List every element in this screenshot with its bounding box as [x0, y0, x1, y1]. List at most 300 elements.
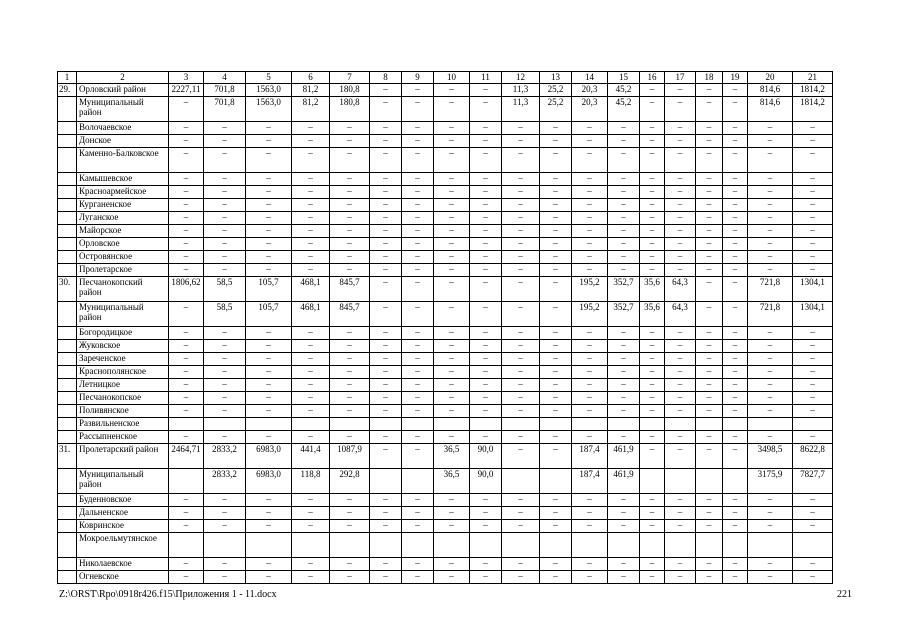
row-number [58, 225, 77, 238]
table-cell: – [402, 558, 434, 571]
table-cell: – [370, 225, 402, 238]
table-cell: – [608, 494, 640, 507]
table-cell: – [502, 186, 540, 199]
table-cell: 36,5 [434, 444, 470, 469]
table-cell: – [793, 340, 833, 353]
row-name: Мокроельмутянское [77, 533, 169, 558]
table-cell: – [723, 238, 748, 251]
table-cell: 25,2 [540, 84, 572, 97]
table-cell [502, 418, 540, 431]
table-cell: – [748, 558, 793, 571]
table-cell: – [292, 405, 330, 418]
row-number [58, 340, 77, 353]
table-cell: – [292, 571, 330, 584]
table-cell: – [540, 444, 572, 469]
table-cell: – [434, 392, 470, 405]
table-cell: – [434, 340, 470, 353]
table-cell: – [723, 251, 748, 264]
table-cell: – [470, 251, 502, 264]
table-cell: – [696, 405, 723, 418]
table-cell: – [470, 327, 502, 340]
table-cell: – [330, 392, 370, 405]
table-cell [204, 418, 246, 431]
table-cell: – [370, 494, 402, 507]
table-cell: – [665, 558, 696, 571]
table-row [58, 212, 833, 225]
table-cell: 2833,2 [204, 444, 246, 469]
table-cell: – [793, 405, 833, 418]
table-cell: – [502, 225, 540, 238]
table-cell: 11,3 [502, 97, 540, 122]
table-cell: 468,1 [292, 302, 330, 327]
table-cell: – [246, 379, 292, 392]
table-cell: – [169, 302, 204, 327]
table-cell: – [665, 520, 696, 533]
table-cell: – [793, 392, 833, 405]
table-cell: – [640, 148, 665, 173]
table-cell: – [696, 264, 723, 277]
table-row [58, 379, 833, 392]
table-cell: – [169, 379, 204, 392]
table-cell [665, 533, 696, 558]
table-cell: 845,7 [330, 302, 370, 327]
table-cell: – [204, 238, 246, 251]
table-cell: – [640, 520, 665, 533]
table-cell [370, 418, 402, 431]
table-cell: – [540, 186, 572, 199]
table-cell: – [748, 238, 793, 251]
table-cell: – [169, 135, 204, 148]
table-cell: – [246, 431, 292, 444]
table-cell: – [370, 353, 402, 366]
table-cell: – [696, 366, 723, 379]
table-cell: – [169, 392, 204, 405]
table-cell [723, 469, 748, 494]
table-cell: – [793, 264, 833, 277]
table-cell: – [292, 148, 330, 173]
table-cell: – [665, 444, 696, 469]
table-cell: 468,1 [292, 277, 330, 302]
table-row [58, 97, 833, 122]
table-cell: 45,2 [608, 97, 640, 122]
table-cell: 7827,7 [793, 469, 833, 494]
table-cell: – [292, 379, 330, 392]
table-cell: – [540, 520, 572, 533]
table-cell: – [608, 327, 640, 340]
table-cell: – [169, 558, 204, 571]
table-cell: – [696, 327, 723, 340]
table-cell: – [402, 212, 434, 225]
table-cell: – [723, 97, 748, 122]
table-cell: – [748, 431, 793, 444]
table-row [58, 366, 833, 379]
table-cell: – [640, 97, 665, 122]
table-cell: 2464,71 [169, 444, 204, 469]
table-cell [169, 533, 204, 558]
row-number [58, 264, 77, 277]
table-cell: 292,8 [330, 469, 370, 494]
table-cell: – [540, 327, 572, 340]
table-cell: 187,4 [572, 444, 608, 469]
table-cell [246, 533, 292, 558]
table-cell: – [434, 520, 470, 533]
table-cell: – [640, 122, 665, 135]
table-cell: – [748, 212, 793, 225]
column-header: 4 [204, 72, 246, 84]
table-cell: – [169, 173, 204, 186]
table-cell: – [723, 327, 748, 340]
table-cell: – [723, 431, 748, 444]
table-cell: – [748, 199, 793, 212]
table-cell: – [502, 302, 540, 327]
table-cell: – [608, 199, 640, 212]
table-cell: – [540, 340, 572, 353]
table-cell: – [370, 302, 402, 327]
column-header: 2 [77, 72, 169, 84]
table-cell: – [640, 392, 665, 405]
table-cell: – [540, 494, 572, 507]
table-body [58, 72, 833, 584]
table-cell: 45,2 [608, 84, 640, 97]
row-number [58, 148, 77, 173]
table-cell [540, 469, 572, 494]
table-cell: – [292, 353, 330, 366]
table-cell [402, 469, 434, 494]
table-cell: – [402, 366, 434, 379]
table-cell: – [793, 135, 833, 148]
table-cell: – [723, 444, 748, 469]
table-cell [169, 469, 204, 494]
table-cell: – [572, 264, 608, 277]
table-cell: – [434, 302, 470, 327]
table-cell: – [572, 520, 608, 533]
table-cell: – [640, 431, 665, 444]
table-cell: – [608, 264, 640, 277]
table-cell: – [640, 186, 665, 199]
table-cell: – [470, 122, 502, 135]
table-cell: – [204, 507, 246, 520]
row-number [58, 353, 77, 366]
table-cell: – [470, 199, 502, 212]
table-cell: – [793, 238, 833, 251]
table-cell: – [370, 238, 402, 251]
table-cell: – [665, 173, 696, 186]
table-cell: – [370, 366, 402, 379]
table-cell: – [502, 507, 540, 520]
table-cell: – [665, 431, 696, 444]
table-row [58, 251, 833, 264]
table-cell: – [540, 148, 572, 173]
row-number [58, 533, 77, 558]
table-cell: – [608, 251, 640, 264]
table-cell: – [696, 340, 723, 353]
table-cell: – [470, 392, 502, 405]
column-header: 3 [169, 72, 204, 84]
table-cell: – [723, 135, 748, 148]
table-cell: 8622,8 [793, 444, 833, 469]
table-cell: – [540, 379, 572, 392]
table-cell: – [640, 212, 665, 225]
table-cell [723, 533, 748, 558]
table-cell: – [434, 251, 470, 264]
table-row [58, 558, 833, 571]
column-header: 7 [330, 72, 370, 84]
table-cell: – [246, 251, 292, 264]
table-cell: 1814,2 [793, 97, 833, 122]
table-cell: – [370, 173, 402, 186]
table-cell: – [748, 264, 793, 277]
table-cell: 35,6 [640, 302, 665, 327]
table-cell: – [246, 405, 292, 418]
table-cell: – [572, 186, 608, 199]
table-cell: – [723, 302, 748, 327]
table-cell: – [696, 148, 723, 173]
table-row [58, 238, 833, 251]
table-cell: – [640, 494, 665, 507]
table-cell: – [246, 173, 292, 186]
table-cell: – [246, 520, 292, 533]
row-name: Поливянское [77, 405, 169, 418]
table-cell: – [572, 558, 608, 571]
table-cell [608, 418, 640, 431]
table-cell: – [748, 520, 793, 533]
table-cell: – [370, 558, 402, 571]
row-name: Пролетарский район [77, 444, 169, 469]
table-cell: – [204, 327, 246, 340]
table-cell: – [402, 520, 434, 533]
table-cell: – [204, 212, 246, 225]
table-cell: – [640, 238, 665, 251]
table-cell: – [169, 366, 204, 379]
row-number [58, 418, 77, 431]
table-cell: 814,6 [748, 97, 793, 122]
table-cell: – [402, 251, 434, 264]
table-cell: – [246, 392, 292, 405]
row-number [58, 199, 77, 212]
table-cell: 441,4 [292, 444, 330, 469]
table-cell: 1087,9 [330, 444, 370, 469]
table-cell: – [470, 277, 502, 302]
table-cell: – [608, 173, 640, 186]
column-header: 6 [292, 72, 330, 84]
table-cell: – [434, 327, 470, 340]
table-cell: – [502, 148, 540, 173]
row-name: Камышевское [77, 173, 169, 186]
table-cell: – [330, 199, 370, 212]
column-header: 18 [696, 72, 723, 84]
table-cell: – [723, 199, 748, 212]
table-cell: – [572, 405, 608, 418]
table-cell: – [330, 340, 370, 353]
table-cell: – [246, 225, 292, 238]
table-cell: – [402, 277, 434, 302]
table-cell: – [502, 173, 540, 186]
table-cell: – [402, 148, 434, 173]
table-cell: – [370, 392, 402, 405]
table-cell: – [246, 507, 292, 520]
table-cell: – [502, 277, 540, 302]
row-name: Богородицкое [77, 327, 169, 340]
table-cell: – [665, 366, 696, 379]
table-cell [169, 418, 204, 431]
table-cell [470, 418, 502, 431]
header-row [58, 72, 833, 84]
table-cell: – [330, 379, 370, 392]
table-cell: – [292, 494, 330, 507]
table-cell: – [540, 392, 572, 405]
table-cell: – [434, 173, 470, 186]
table-cell: – [748, 405, 793, 418]
table-cell: – [470, 302, 502, 327]
table-cell: – [370, 327, 402, 340]
table-row [58, 431, 833, 444]
row-number [58, 405, 77, 418]
table-cell: – [292, 558, 330, 571]
row-number: 31. [58, 444, 77, 469]
table-cell: – [330, 507, 370, 520]
row-name: Муниципальный район [77, 97, 169, 122]
row-number [58, 122, 77, 135]
table-cell: – [640, 379, 665, 392]
table-cell: – [169, 148, 204, 173]
table-cell: – [696, 392, 723, 405]
table-cell: – [204, 353, 246, 366]
table-cell: – [330, 173, 370, 186]
table-cell: – [169, 520, 204, 533]
table-cell: – [665, 186, 696, 199]
table-cell: – [572, 225, 608, 238]
table-cell: – [723, 366, 748, 379]
table-cell: – [330, 431, 370, 444]
table-cell: – [502, 571, 540, 584]
table-cell: – [608, 520, 640, 533]
table-cell [723, 418, 748, 431]
table-cell: 721,8 [748, 277, 793, 302]
table-cell: – [572, 571, 608, 584]
table-cell: – [292, 199, 330, 212]
row-name: Жуковское [77, 340, 169, 353]
table-cell: – [696, 277, 723, 302]
row-number [58, 571, 77, 584]
table-cell: – [540, 251, 572, 264]
table-cell: – [169, 405, 204, 418]
table-cell: – [169, 238, 204, 251]
row-number [58, 251, 77, 264]
table-cell: – [748, 353, 793, 366]
table-cell: – [470, 225, 502, 238]
table-cell: – [608, 186, 640, 199]
table-cell: – [665, 97, 696, 122]
table-cell: – [540, 571, 572, 584]
table-cell: – [665, 238, 696, 251]
table-cell: 352,7 [608, 277, 640, 302]
table-cell: – [370, 431, 402, 444]
table-cell: 1563,0 [246, 84, 292, 97]
table-cell: – [748, 186, 793, 199]
table-cell: – [434, 97, 470, 122]
table-cell: – [204, 520, 246, 533]
table-cell: – [540, 173, 572, 186]
row-number [58, 520, 77, 533]
table-cell: 1304,1 [793, 302, 833, 327]
table-cell: – [246, 199, 292, 212]
table-cell: – [502, 122, 540, 135]
table-cell: – [402, 264, 434, 277]
table-cell: – [434, 148, 470, 173]
table-cell: – [696, 212, 723, 225]
table-cell: – [502, 405, 540, 418]
table-cell: – [330, 571, 370, 584]
table-cell: – [723, 225, 748, 238]
table-cell: – [640, 353, 665, 366]
table-cell: – [723, 494, 748, 507]
table-cell: 845,7 [330, 277, 370, 302]
table-cell: – [246, 186, 292, 199]
row-number [58, 238, 77, 251]
table-cell: – [370, 340, 402, 353]
table-cell: 352,7 [608, 302, 640, 327]
table-cell: – [696, 122, 723, 135]
table-cell: – [434, 405, 470, 418]
table-cell: – [204, 135, 246, 148]
table-cell: – [434, 277, 470, 302]
table-cell: – [370, 135, 402, 148]
table-cell: – [793, 327, 833, 340]
table-cell: – [793, 199, 833, 212]
table-cell: – [502, 199, 540, 212]
table-cell: – [292, 173, 330, 186]
table-cell: – [696, 431, 723, 444]
table-cell: – [608, 135, 640, 148]
row-number: 29. [58, 84, 77, 97]
table-cell: – [502, 212, 540, 225]
table-cell [696, 469, 723, 494]
table-cell: – [169, 507, 204, 520]
table-cell: – [434, 122, 470, 135]
column-header: 9 [402, 72, 434, 84]
table-cell: – [292, 340, 330, 353]
table-cell [502, 469, 540, 494]
table-cell: – [723, 148, 748, 173]
row-number: 30. [58, 277, 77, 302]
row-name: Красноармейское [77, 186, 169, 199]
table-row [58, 148, 833, 173]
row-name: Островянское [77, 251, 169, 264]
data-table [57, 71, 833, 584]
table-cell: – [330, 327, 370, 340]
table-cell: – [204, 186, 246, 199]
table-cell: – [502, 444, 540, 469]
table-cell: – [665, 507, 696, 520]
table-cell: – [640, 251, 665, 264]
table-cell: – [723, 571, 748, 584]
row-name: Орловский район [77, 84, 169, 97]
table-cell: – [723, 212, 748, 225]
table-cell: – [370, 148, 402, 173]
table-cell [793, 418, 833, 431]
table-row [58, 186, 833, 199]
table-cell: – [572, 212, 608, 225]
table-cell: – [402, 238, 434, 251]
table-cell: – [723, 186, 748, 199]
table-cell: – [402, 327, 434, 340]
table-cell: – [696, 558, 723, 571]
row-name: Песчанокопское [77, 392, 169, 405]
table-cell: – [470, 97, 502, 122]
table-cell [502, 533, 540, 558]
table-cell: – [169, 122, 204, 135]
table-cell: – [608, 353, 640, 366]
